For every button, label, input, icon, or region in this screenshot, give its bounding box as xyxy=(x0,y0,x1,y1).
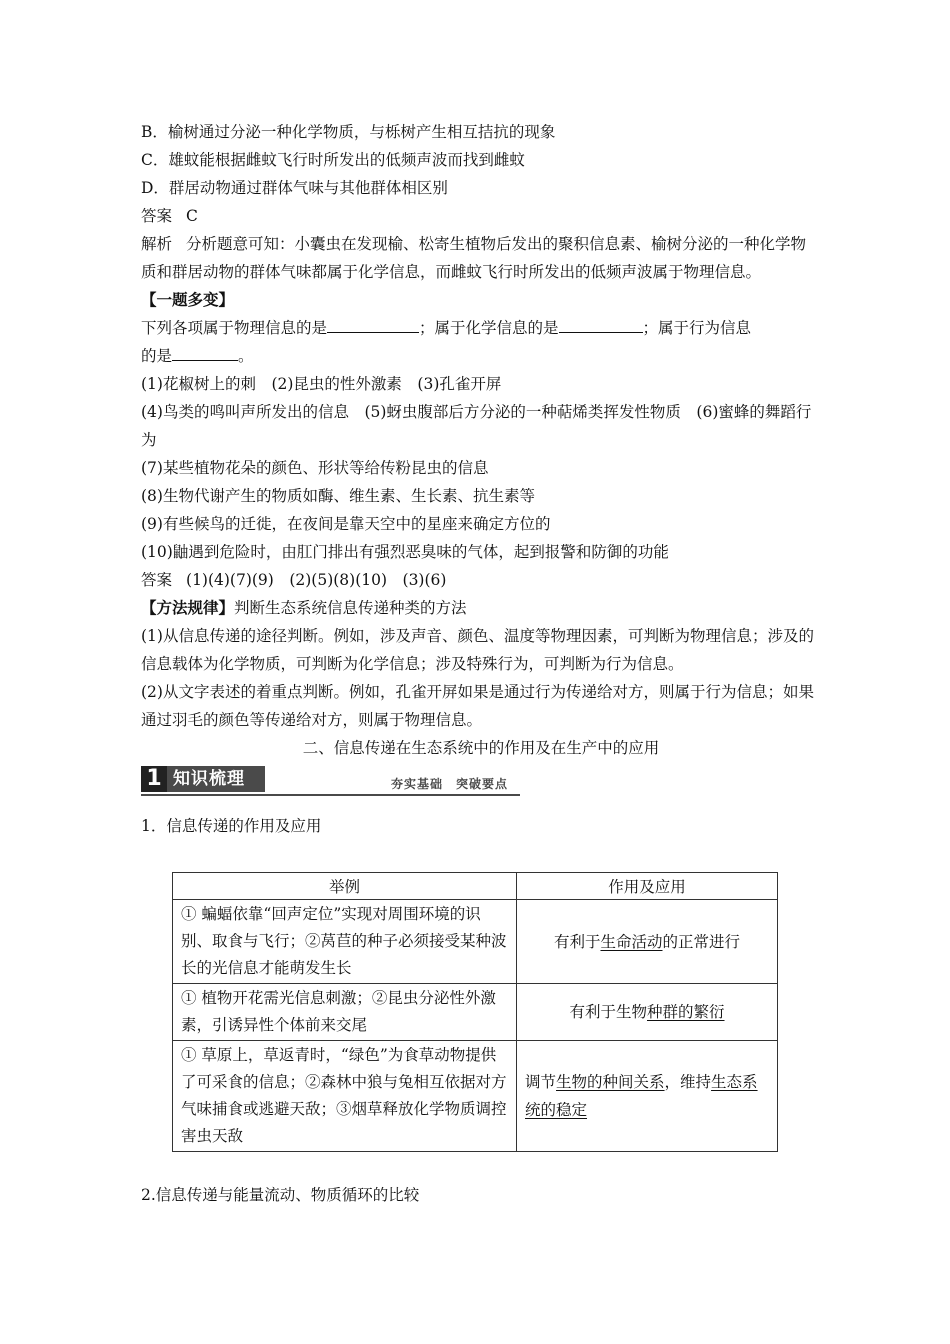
effect-text: 的正常进行 xyxy=(662,932,741,951)
effect-underlined: 生态系统的稳定 xyxy=(525,1073,758,1119)
question-text-5: 。 xyxy=(238,347,254,365)
analysis-text: 分析题意可知：小囊虫在发现榆、松寄生植物后发出的聚积信息素、榆树分泌的一种化学物质和群居动物的群体气味都属于化学信息，而雌蚊飞行时所发出的低频声波属于物理信息。 xyxy=(141,235,807,281)
table-row xyxy=(173,1041,778,1152)
effect-underlined: 生命活动 xyxy=(600,932,663,951)
question-text-1: 下列各项属于物理信息的是 xyxy=(141,319,328,337)
table-row xyxy=(173,900,778,984)
effect-underlined: 生物的种间关系 xyxy=(556,1073,665,1091)
table-cell-effect xyxy=(517,1041,778,1152)
variant-header: 【一题多变】 xyxy=(141,290,235,309)
option-b: B．榆树通过分泌一种化学物质，与栎树产生相互拮抗的现象 xyxy=(141,123,556,141)
question-text-3: ；属于行为信息 xyxy=(642,319,752,337)
effect-text: 有利于生物 xyxy=(569,1003,647,1021)
option-d: D．群居动物通过群体气味与其他群体相区别 xyxy=(141,179,448,197)
item-1-title: 1．信息传递的作用及应用 xyxy=(141,817,322,835)
table-header: 举例 xyxy=(173,873,517,900)
table-cell-example: ① 草原上，草返青时，“绿色”为食草动物提供了可采食的信息；②森林中狼与兔相互依据对方气味捕食或逃避天敌；③烟草释放化学物质调控害虫天敌 xyxy=(173,1041,517,1152)
analysis-label: 解析 xyxy=(141,235,173,253)
blank-chemical[interactable] xyxy=(559,315,643,333)
table-cell-example: ① 植物开花需光信息刺激；②昆虫分泌性外激素，引诱异性个体前来交尾 xyxy=(173,984,517,1041)
blank-behavior[interactable] xyxy=(172,343,238,361)
table-header: 作用及应用 xyxy=(517,873,778,900)
question-text-4: 的是 xyxy=(141,347,173,365)
answer-value: C xyxy=(186,207,198,225)
variant-item: (9)有些候鸟的迁徙，在夜间是靠天空中的星座来确定方位的 xyxy=(141,515,551,533)
banner-title: 知识梳理 xyxy=(173,769,245,789)
banner-subtitle: 夯实基础 突破要点 xyxy=(391,777,509,791)
variant-answer-label: 答案 xyxy=(141,571,173,589)
variant-answer xyxy=(141,566,821,594)
banner-number: 1 xyxy=(141,766,167,792)
effect-text: ，维持 xyxy=(664,1073,712,1091)
section-banner xyxy=(141,766,821,796)
method-point-1: (1)从信息传递的途径判断。例如，涉及声音、颜色、温度等物理因素，可判断为物理信息；涉及的信息载体为化学物质，可判断为化学信息；涉及特殊行为，可判断为行为信息。 xyxy=(141,627,814,673)
table-cell-effect xyxy=(517,900,778,984)
option-c: C．雄蚊能根据雌蚊飞行时所发出的低频声波而找到雌蚊 xyxy=(141,151,525,169)
variant-item: (1)花椒树上的刺 (2)昆虫的性外激素 (3)孔雀开屏 xyxy=(141,375,502,393)
banner-rule xyxy=(141,794,520,796)
variant-item: (10)鼬遇到危险时，由肛门排出有强烈恶臭味的气体，起到报警和防御的功能 xyxy=(141,543,669,561)
table-cell-effect xyxy=(517,984,778,1041)
blank-physical[interactable] xyxy=(327,315,419,333)
method-heading xyxy=(141,594,821,622)
method-header: 【方法规律】 xyxy=(141,598,235,617)
variant-item: (8)生物代谢产生的物质如酶、维生素、生长素、抗生素等 xyxy=(141,487,535,505)
info-transfer-table xyxy=(172,872,778,1152)
analysis-paragraph xyxy=(141,230,821,286)
question-text-2: ；属于化学信息的是 xyxy=(419,319,559,337)
effect-text: 有利于 xyxy=(553,932,601,951)
table-header-row xyxy=(173,873,778,900)
variant-question xyxy=(141,314,821,370)
method-title: 判断生态系统信息传递种类的方法 xyxy=(234,599,467,617)
table-cell-example: ① 蝙蝠依靠“回声定位”实现对周围环境的识别、取食与飞行；②莴苣的种子必须接受某种波长的光信息才能萌发生长 xyxy=(173,900,517,984)
method-point-2: (2)从文字表述的着重点判断。例如，孔雀开屏如果是通过行为传递给对方，则属于行为信息；如果通过羽毛的颜色等传递给对方，则属于物理信息。 xyxy=(141,683,814,729)
item-2-title: 2.信息传递与能量流动、物质循环的比较 xyxy=(141,1186,420,1204)
variant-item: (4)鸟类的鸣叫声所发出的信息 (5)蚜虫腹部后方分泌的一种萜烯类挥发性物质 (6)蜜蜂的舞蹈行为 xyxy=(141,403,812,449)
effect-underlined: 种群的繁衍 xyxy=(647,1003,725,1021)
document-body xyxy=(141,118,821,840)
answer-line xyxy=(141,202,821,230)
variant-item: (7)某些植物花朵的颜色、形状等给传粉昆虫的信息 xyxy=(141,459,489,477)
answer-label: 答案 xyxy=(141,207,173,225)
section-title: 二、信息传递在生态系统中的作用及在生产中的应用 xyxy=(302,739,660,757)
table-row xyxy=(173,984,778,1041)
variant-answer-value: (1)(4)(7)(9) (2)(5)(8)(10) (3)(6) xyxy=(186,571,447,589)
effect-text: 调节 xyxy=(525,1073,557,1091)
